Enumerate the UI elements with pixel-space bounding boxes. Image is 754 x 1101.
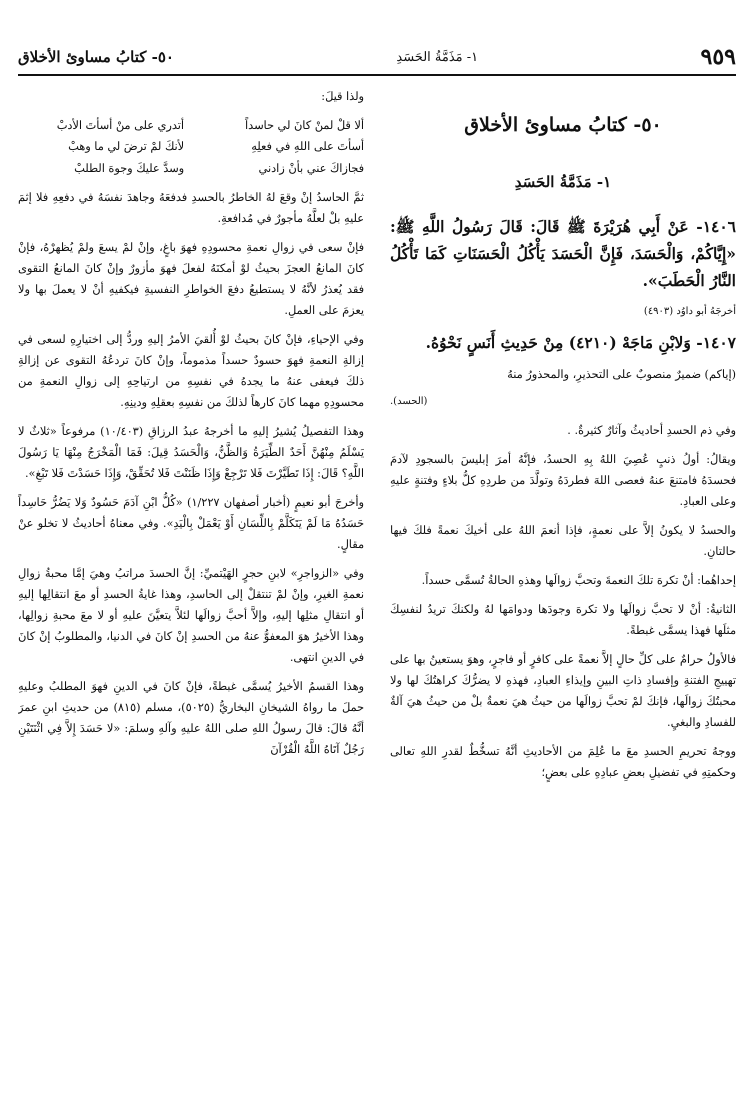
text-columns <box>18 86 736 1087</box>
paragraph: ويقالُ: أولُ ذنبٍ عُصِيَ اللهُ بِهِ الحسدُ، فإنَّهُ أمرَ إبليسَ بالسجودِ لآدمَ فحسدَهُ فامتنعَ عنهُ فعصى اللهَ فطردَهُ وتولَّدَ من طردِهِ كلُّ بلاءٍ وفتنةٍ عليهِ وعلى العبادِ. <box>390 452 736 508</box>
verse-first-half: فجازاكَ عني بأنْ زادني <box>258 161 364 175</box>
paragraph: وفي الإحياءِ، فإنْ كانَ بحيثُ لوْ أُلقيَ الأمرُ إليهِ وردُّ إلى اختيارِهِ لسعى في إزالةِ النعمةِ فهوَ حسودٌ حسداً مذموماً، وإنْ كانَ تردعُهُ التقوى عن إزالةِ ذلكَ فيعفى عنهُ ما يجدهُ في نفسِهِ من ارتياحِهِ إلى زوالِ النعمةِ من محسودِهِ مهما كانَ كارهاً لذلكَ من نفسِهِ بعقلِهِ ودينِهِ. <box>18 333 364 410</box>
poem-verse <box>18 115 364 136</box>
paragraph: الثانيةُ: أنْ لا تحبَّ زوالَها ولا تكرهَ وجودَها ودوامَها لهُ ولكنكَ تريدُ لنفسِكَ مثلَها فهذا يسمَّى غبطةً. <box>390 602 736 637</box>
paragraph: وهذا التفصيلُ يُشيرُ إليهِ ما أخرجهُ عبدُ الرزاقِ (١٠/٤٠٣) مرفوعاً «ثلاثٌ لا يَسْلَمُ مِنْهُنَّ أَحَدٌ الطِّيَرَةُ وَالظَّنُّ، وَالْحَسَدُ قِيلَ: فَمَا الْمَخْرَجُ مِنْهَا يَا رَسُولَ اللَّهِ؟ قَالَ: إِذَا تَطَيَّرْتَ فَلا تَرْجِعْ وَإِذَا ظَنَنْتَ فَلا تُحَقِّقْ، وَإِذَا حَسَدْتَ فَلا تَبْغِ». <box>18 425 364 481</box>
verse-second-half: وسدَّ عليكَ وجوهَ الطلبْ <box>74 161 185 175</box>
paragraph-note: (الحسد). <box>390 396 428 408</box>
paragraph: فالأولُ حرامٌ على كلِّ حالٍ إلاَّ نعمةً على كافرٍ أو فاجرٍ، وهوَ يستعينُ بها على تهييجِ الفتنةِ وإفسادِ ذاتِ البينِ وإيذاءِ العبادِ، فهذهِ لا يضرُّكَ كراهتُكَ لها ولا محبتُكَ زوالَها، فإنكَ لمْ تحبَّ زوالَها من حيثُ هيَ نعمةٌ بلْ من حيثُ هيَ آلةٌ للفسادِ والبغيِ. <box>390 652 736 729</box>
paragraph: وهذا القسمُ الأخيرُ يُسمَّى غبطةً، فإنْ كانَ في الدينِ فهوَ المطلبُ وعليهِ حملَ ما رواهُ الشيخانِ البخاريُّ (٥٠٢٥)، مسلم (٨١٥) من حديثِ ابنِ عمرَ أنَّهُ قالَ: قالَ رسولُ اللهِ صلى اللهُ عليهِ وآلهِ وسلمَ: «لا حَسَدَ إِلاَّ فِي اثْنَتَيْنِ رَجُلٌ آتَاهُ اللَّهُ الْقُرْآنَ <box>18 680 364 757</box>
paragraph: ووجهُ تحريمِ الحسدِ معَ ما عُلِمَ من الأحاديثِ أنَّهُ تسخُّطٌ لقدرِ اللهِ تعالى وحكمتِهِ في تفضيلِ بعضِ عبادِهِ على بعضٍ؛ <box>390 744 736 779</box>
chapter-title: ٥٠- كتابُ مساوئ الأخلاق <box>464 114 662 136</box>
page-header <box>18 40 736 76</box>
paragraph: إحداهُما: أنْ تكرهَ تلكَ النعمةَ وتحبَّ زوالَها وهذهِ الحالةُ تُسمَّى حسداً. <box>421 573 736 587</box>
paragraph: وفي «الزواجرِ» لابنِ حجرٍ الهَيْتميِّ: إنَّ الحسدَ مراتبُ وهيَ إمَّا محبةُ زوالِ نعمةِ الغيرِ، وإنْ لمْ تنتقلْ إلى الحاسدِ، وهذا غايةُ الحسدِ أو معَ انتقالِها إليهِ أو انتقالِ مثلِها إليهِ، وإلاَّ أحبَّ زوالَها لئلاَّ يتعيَّنَ عليهِ أو لا معَ محبةِ زوالِها، وهذا الأخيرُ هوَ المعفوُّ عنهُ من الحسدِ إنْ كانَ في الدنيا، والمطلوبُ إنْ كانَ في الدينِ انتهى. <box>18 567 364 665</box>
paragraph: (إياكم) ضميرٌ منصوبٌ على التحذيرِ، والمحذورُ منهُ <box>507 368 736 382</box>
poem <box>18 115 364 179</box>
verse-first-half: أسأتَ على اللهِ في فعلِهِ <box>251 140 364 154</box>
right-column <box>390 86 736 1087</box>
hadith-1407: ١٤٠٧- وَلابْنِ مَاجَهْ (٤٢١٠) مِنْ حَدِيثِ أَنَسٍ نَحْوُهُ. <box>425 333 736 353</box>
left-column <box>18 86 364 1087</box>
takhrij-1406: أخرجَهُ أبو داوُد (٤٩٠٣) <box>643 305 736 317</box>
paragraph: وأخرجَ أبو نعيمٍ (أخبار أصفهان ١/٢٢٧) «كُلُّ ابْنِ آدَمَ حَسُودٌ وَلا يَضُرُّ حَاسِداً حَسَدُهُ مَا لَمْ يَتَكَلَّمْ بِاللِّسَانِ أَوْ يَعْمَلْ بِالْيَدِ». وفي معناهُ أحاديثُ لا تخلو عنْ مقالٍ. <box>18 496 364 552</box>
paragraph: ثمَّ الحاسدُ إنْ وقعَ لهُ الخاطرُ بالحسدِ فدفعَهُ وجاهدَ نفسَهُ في دفعِهِ فلا إثمَ عليهِ بلْ لعلَّهُ مأجورٌ في مُدافعةِ. <box>18 191 364 226</box>
paragraph: والحسدُ لا يكونُ إلاَّ على نعمةٍ، فإذا أنعمَ اللهُ على أخيكَ نعمةً فلكَ فيها حالتانِ. <box>390 523 736 558</box>
paragraph: وفي ذم الحسدِ أحاديثُ وآثارٌ كثيرةٌ. . <box>567 423 736 437</box>
verse-second-half: لأنكَ لمْ ترضَ لي ما وهبْ <box>68 140 185 154</box>
verse-first-half: ألا قلْ لمنْ كانَ لي حاسداً <box>245 119 364 132</box>
poem-verse <box>18 158 364 179</box>
verse-second-half: أتدري على منْ أسأتَ الأدبْ <box>56 119 185 132</box>
book-title: ٥٠- كتابُ مساوئ الأخلاق <box>18 48 174 66</box>
paragraph: فإنْ سعى في زوالِ نعمةِ محسودِهِ فهوَ باغٍ، وإنْ لمْ يسعَ ولمْ يُظهرْهُ، فإنْ كانَ المانعُ العجزَ بحيثُ لوْ أمكنَهُ لفعلَ فهوَ مأزورٌ وإنْ كانَ المانعُ التقوى فقد يُعذرُ لأنَّهُ لا يستطيعُ دفعَ الخواطرِ النفسيةِ فيكفيهِ أنْ لا يعملَ بها ولا يعزمَ على العملِ. <box>18 241 364 318</box>
poem-intro: ولذا قيلَ: <box>321 90 364 103</box>
section-title: ١- مَذَمَّةُ الحَسَدِ <box>514 173 612 192</box>
poem-verse <box>18 136 364 157</box>
running-title: ١- مَذَمَّةُ الحَسَدِ <box>396 49 479 65</box>
page-number: ٩٥٩ <box>700 44 736 70</box>
hadith-1406: ١٤٠٦- عَنْ أَبِي هُرَيْرَةَ ﷺ قَالَ: قَالَ رَسُولُ اللَّهِ ﷺ: «إِيَّاكُمْ، وَالْحَسَدَ، فَإِنَّ الْحَسَدَ يَأْكُلُ الْحَسَنَاتِ كَمَا تَأْكُلُ النَّارُ الْحَطَبَ». <box>390 217 736 291</box>
